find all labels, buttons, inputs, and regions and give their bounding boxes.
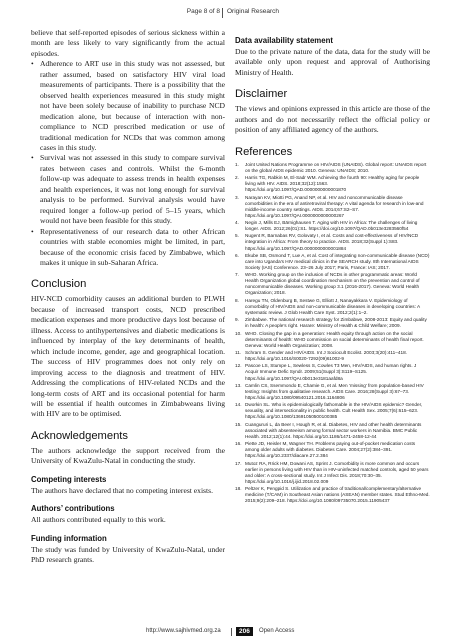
- left-column: [31, 28, 225, 566]
- reference-item: [235, 233, 430, 251]
- reference-item: [235, 461, 430, 485]
- reference-text: Mutoz RA, Rrick HM, Dowani AS, Sprint J. Comorbidity is more common and occurs earlier in persons living with HIV than in HIV-uninfected matched controls, aged 50 years and older: A cross-sectional study. Int J Infect Dis. 2018;70:30–35. https://doi.org/10.1016/j.ijid.2018.02.009: [245, 460, 429, 484]
- reference-number: 10.: [235, 330, 242, 336]
- reference-number: 7.: [235, 272, 239, 278]
- bullet-icon: •: [31, 153, 34, 163]
- reference-number: 8.: [235, 297, 239, 303]
- reference-number: 1.: [235, 161, 239, 167]
- open-access-label: Open Access: [259, 628, 295, 634]
- competing-interests-heading: Competing interests: [31, 474, 107, 484]
- conclusion-text: HIV-NCD comorbidity causes an additional burden to PLWH because of increased transport costs, NCD prescribed medication expenses and more productive days lost because of illness. Access to antihypertensives and diabetic medications is influenced by interplay of the key determinants of health, which include income, gender, age and geographical location. The success of HIV programmes does not only rely on improving access to the diagnosis and treatment of HIV. Addressing the complications of HIV-related NCDs and the long-term costs of ART and its occasional potential for harm will be essential if health outcomes in Zimbabweans living with HIV are to be optimised.: [31, 294, 225, 419]
- reference-number: 12.: [235, 363, 242, 369]
- journal-url-link[interactable]: http://www.sajhivmed.org.za: [146, 628, 221, 634]
- bullet-icon: •: [31, 59, 34, 69]
- reference-item: [235, 220, 430, 232]
- reference-item: [235, 317, 430, 329]
- reference-item: [235, 195, 430, 219]
- data-availability-heading: Data availability statement: [235, 36, 333, 45]
- reference-number: 13.: [235, 382, 242, 388]
- reference-item: [235, 175, 430, 193]
- section-tag: Original Research: [227, 8, 280, 15]
- reference-text: WHO. Working group on the inclusion of NCDs in other programmatic areas: World Health Organization global coordination mechanism on the prevention and control of noncommunicable diseases. Working group 3.1 (2016-2017). Geneva: World Health Organization; 2018.: [245, 272, 420, 296]
- reference-item: [235, 402, 430, 420]
- acknowledgements-text: The authors acknowledge the support received from the University of KwaZulu-Natal in conducting the study.: [31, 445, 225, 466]
- reference-number: 15.: [235, 421, 242, 427]
- reference-number: 18.: [235, 486, 242, 492]
- reference-number: 14.: [235, 402, 242, 408]
- reference-item: [235, 298, 430, 316]
- reference-number: 9.: [235, 317, 239, 323]
- header-divider: [222, 8, 223, 18]
- footer-page-number: 206: [236, 627, 253, 636]
- reference-text: Schram S. Gender and HIV/AIDS. Int J Sociocult Ecolist. 2003;3(20):411–418. https://doi.org/10.1016/S0020-7292(09)61002-9: [245, 350, 407, 362]
- reference-text: Camlin CS, Ssemmondo E, Chamie G, et al. Men ‘missing’ from population-based HIV testing: Insights from qualitative research. AIDS Care. 2016;28(Suppl 3):67–73. https://doi.org/10.1080/09540121.2016.1164806: [245, 382, 424, 400]
- reference-text: Harris TG, Rabkin M, El-Sadr WM. Achieving the fourth 90: Healthy aging for people living with HIV. AIDS. 2018;32(12):1563. https://doi.org/10.1097/QAD.0000000000001870: [245, 175, 420, 193]
- right-column: [235, 28, 430, 506]
- reference-item: [235, 350, 430, 362]
- references-heading: References: [235, 145, 293, 158]
- reference-number: 17.: [235, 460, 242, 466]
- footer-divider: [231, 628, 232, 636]
- reference-number: 6.: [235, 252, 239, 258]
- funding-heading: Funding information: [31, 533, 107, 543]
- reference-number: 3.: [235, 194, 239, 200]
- page-number: Page 8 of 8: [186, 8, 220, 15]
- reference-number: 5.: [235, 233, 239, 239]
- reference-item: [235, 441, 430, 459]
- reference-text: Zimbabwe. The national research strategy for Zimbabwe, 2008-2013: Equity and quality in health: A people’s right. Harare: Ministry of Health & Child Welfare; 2009.: [245, 317, 427, 329]
- intro-paragraph: believe that self-reported episodes of serious sickness within a month are less likely to vary significantly from the actual episodes.: [31, 28, 225, 58]
- reference-text: Haregu TN, Oldenburg B, Sestwe G, Elliott J, Nanayakkara V. Epidemiology of comorbidity of HIV/AIDS and non-communicable diseases in developing countries: A systematic review. J Glob Health Care Syst. 2012;2(1):1–2.: [245, 297, 420, 315]
- conclusion-heading: Conclusion: [31, 278, 87, 291]
- funding-text: The study was funded by University of KwaZulu-Natal, under PhD research grants.: [31, 544, 225, 565]
- acknowledgements-heading: Acknowledgements: [31, 429, 129, 442]
- reference-number: 16.: [235, 441, 242, 447]
- page-footer: [0, 628, 453, 638]
- reference-text: Peltzer K, Pengpid S. Utilization and practice of traditional/complementary/alternative medicine (T/CAM) in Southeast Asian nations (ASEAN) member states. Stud Ethno-Med. 2015;9(2):209–218. https://doi.org/10.1080/09735070.2015.11905437: [245, 486, 430, 504]
- reference-text: Dworkin SL. Who is epidemiologically fathomable in the HIV/AIDS epidemic? Gender, sexuality, and intersectionality in public health. Cult Health Sex. 2005;7(6):615–623. https://doi.org/10.1080/13691050500100385: [245, 402, 423, 420]
- reference-item: [235, 253, 430, 271]
- reference-text: Negin J, Mills EJ, Bärnighausen T. Aging with HIV in Africa: The challenges of living longer. AIDS. 2012;26(01):S1. https://doi.org/10.1097/QAD.0b013e3283560f54: [245, 220, 418, 232]
- page-header: [0, 8, 453, 20]
- authors-contributions-heading: Authors’ contributions: [31, 504, 115, 514]
- authors-contributions-text: All authors contributed equally to this work.: [31, 515, 166, 525]
- references-list: [235, 162, 430, 505]
- reference-item: [235, 422, 430, 440]
- reference-item: [235, 486, 430, 504]
- data-availability-text: Due to the private nature of the data, data for the study will be available only upon request and approval of Authorising Ministry of Health.: [235, 47, 430, 77]
- reference-text: Nugent R, Barnabas RV, Golovaty I, et al. Costs and cost-effectiveness of HIV/NCD integration in Africa: From theory to practice. AIDS. 2018;32(Suppl 1):S83. https://doi.org/10.1097/QAD.0000000000001884: [245, 233, 419, 251]
- disclaimer-text: The views and opinions expressed in this article are those of the authors and do not necessarily reflect the official policy or position of any affiliated agency of the authors.: [235, 104, 430, 135]
- reference-item: [235, 272, 430, 296]
- reference-text: Joint United Nations Programme on HIV/AIDS (UNAIDS). Global report: UNAIDS report on the global AIDS epidemic 2010. Geneva: UNAIDS; 2010.: [245, 161, 427, 173]
- reference-text: Narayan KV, Miotti PG, Anand NP, et al. HIV and noncommunicable disease comorbidities in the era of antiretroviral therapy: A vital agenda for research in low-and middle-income country settings. AIDS. 2014;67:S2–S7. https://doi.org/10.1097/QAI.0000000000000267: [245, 194, 424, 218]
- reference-text: Cuangururi L, da Beer I, Hough R, et al. Diabetes, HIV and other health determinants associated with absenteeism among formal sector workers in Namibia. BMC Public Health. 2012;12(1):44. https://doi.org/10.1186/1471-2458-12-44: [245, 421, 422, 439]
- list-item: • Adherence to ART use in this study was not assessed, but rather assumed, based on satisfactory HIV viral load measurements of participants. There is a possibility that the observed health experiences measured in this study might not have been solely because of inability to purchase NCD medication alone, but because of interaction with non-compliance to NCD prescribed medication or use of traditional medication for NCDs that was common among cases in this study.: [31, 59, 225, 152]
- reference-number: 11.: [235, 350, 242, 356]
- reference-item: [235, 363, 430, 381]
- reference-item: [235, 383, 430, 401]
- reference-text: Pascoe LS, Stumpe L, Sewless S, Cowles T3 Men, HIV/AIDS, and human rights. J Acquir Immune Defic Syndr. 2009;51(Suppl 3):S119–S125. https://doi.org/10.1097/QAI.0b013e3181aafd8a: [245, 363, 417, 381]
- reference-number: 4.: [235, 220, 239, 226]
- reference-number: 2.: [235, 175, 239, 181]
- limitations-list: [31, 59, 225, 268]
- reference-text: Piette JD, Heisler M, Wagner TH. Problems paying out-of-pocket medication costs among older adults with diabetes. Diabetes Care. 2004;27(2):384–391. https://doi.org/10.2337/diacare.27.2.384: [245, 441, 416, 459]
- reference-text: Ekube SB, Osmond T, Lue A, et al. Cost of integrating non-communicable disease (NCD) care into Uganda’s HIV medical clinics in the SEARCH study. 8th International AIDS Society (IAS) Conference. 23–26 July 2017; Paris, France: IAS; 2017.: [245, 252, 430, 270]
- list-item: • Survival was not assessed in this study to compare survival rates between cases and controls. Whilst the 6-month follow-up was adequate to assess trends in health expenses and health experiences, it was not long enough for survival analysis to be performed. Survival analysis would have required longer a follow-up period of 5–15 years, which would not have been feasible for this study.: [31, 153, 225, 226]
- reference-item: [235, 331, 430, 349]
- reference-text: WHO. Closing the gap in a generation: Health equity through action on the social determinants of health: WHO commission on social determinants of health final report. Geneva: World Health Organization; 2008.: [245, 330, 424, 348]
- list-item: • Representativeness of our research data to other African countries with stable economies might be limited, in part, because of the economic crisis faced by Zimbabwe, which makes it unique in sub-Saharan Africa.: [31, 226, 225, 267]
- competing-interests-text: The authors have declared that no competing interest exists.: [31, 485, 213, 495]
- reference-item: [235, 162, 430, 174]
- bullet-icon: •: [31, 226, 34, 236]
- disclaimer-heading: Disclaimer: [235, 88, 288, 101]
